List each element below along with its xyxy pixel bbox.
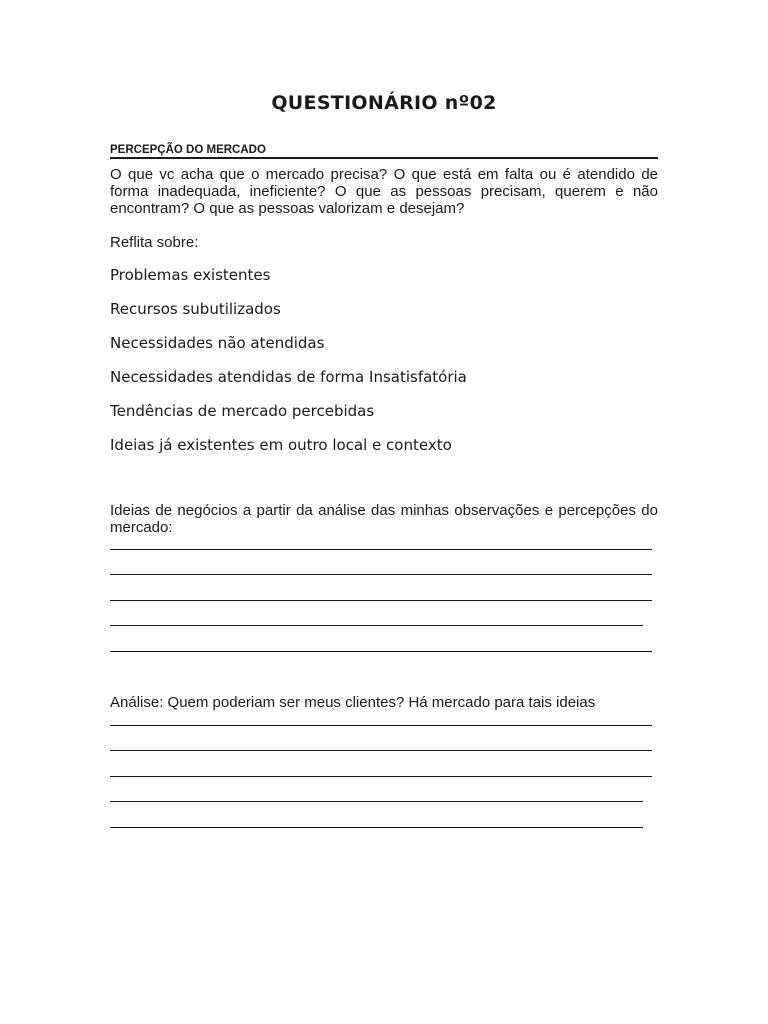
answer-line-ideas-2[interactable]: [110, 574, 652, 575]
topic-item: Necessidades não atendidas: [110, 334, 325, 352]
intro-paragraph: O que vc acha que o mercado precisa? O que está em falta ou é atendido de forma inadequada, ineficiente? O que as pessoas precisam, querem e não encontram? O que as pessoas valorizam e desejam?: [110, 166, 658, 217]
question-analysis: Análise: Quem poderiam ser meus clientes? Há mercado para tais ideias: [110, 694, 596, 711]
answer-line-ideas-3[interactable]: [110, 600, 652, 601]
answer-line-analysis-4[interactable]: [110, 801, 643, 802]
document-title: QUESTIONÁRIO nº02: [271, 92, 497, 114]
answer-line-ideas-1[interactable]: [110, 549, 652, 550]
topic-item: Ideias já existentes em outro local e contexto: [110, 436, 452, 454]
topic-item: Necessidades atendidas de forma Insatisfatória: [110, 368, 467, 386]
section-heading: PERCEPÇÃO DO MERCADO: [110, 144, 658, 159]
answer-line-ideas-5[interactable]: [110, 651, 652, 652]
reflect-label: Reflita sobre:: [110, 234, 199, 251]
topic-item: Problemas existentes: [110, 266, 271, 284]
answer-line-analysis-3[interactable]: [110, 776, 652, 777]
question-ideas: Ideias de negócios a partir da análise das minhas observações e percepções do mercado:: [110, 502, 658, 536]
answer-line-analysis-1[interactable]: [110, 725, 652, 726]
answer-line-analysis-5[interactable]: [110, 827, 643, 828]
answer-line-analysis-2[interactable]: [110, 750, 652, 751]
answer-line-ideas-4[interactable]: [110, 625, 643, 626]
topic-item: Recursos subutilizados: [110, 300, 281, 318]
topic-item: Tendências de mercado percebidas: [110, 402, 375, 420]
